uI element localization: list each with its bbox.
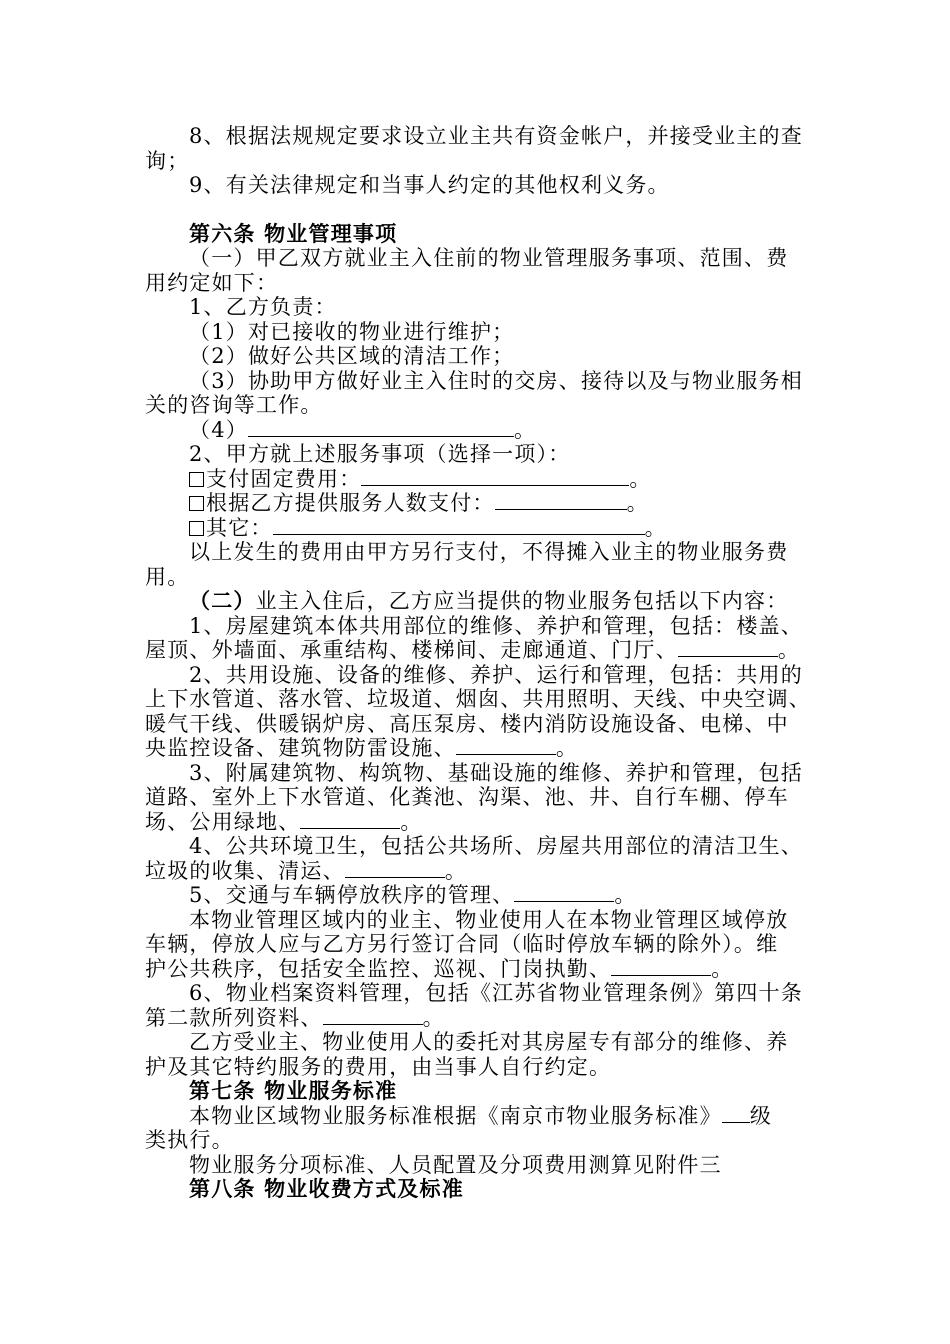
clause-text: 第二款所列资料、 xyxy=(145,1005,323,1030)
period: 。 xyxy=(422,1005,445,1030)
clause-line: 2、甲方就上述服务事项（选择一项）： xyxy=(189,442,571,466)
period: 。 xyxy=(444,858,468,883)
fill-blank[interactable] xyxy=(514,883,614,902)
fill-blank[interactable] xyxy=(361,467,629,486)
fill-blank[interactable] xyxy=(345,859,445,878)
period: 。 xyxy=(626,491,649,515)
period: 。 xyxy=(644,515,667,540)
period: 。 xyxy=(513,417,537,442)
clause-line: 道路、室外上下水管道、化粪池、沟渠、池、井、自行车棚、停车 xyxy=(145,785,789,809)
section-heading-7: 第七条 物业服务标准 xyxy=(189,1079,398,1103)
clause-line xyxy=(145,1006,825,1031)
subsection-marker: （二） xyxy=(189,589,256,613)
clause-text: 垃圾的收集、清运、 xyxy=(145,858,345,883)
fill-blank[interactable] xyxy=(248,418,514,437)
clause-line: 1、房屋建筑本体共用部位的维修、养护和管理，包括：楼盖、 xyxy=(189,613,803,638)
checkbox[interactable] xyxy=(189,472,204,487)
clause-text: 护公共秩序，包括安全监控、巡视、门岗执勤、 xyxy=(145,956,612,981)
clause-line xyxy=(145,589,825,614)
fill-blank[interactable] xyxy=(323,1006,423,1025)
item-number: （4） xyxy=(189,417,248,442)
option-line xyxy=(145,467,825,492)
period: 。 xyxy=(777,638,801,662)
clause-line: 物业服务分项标准、人员配置及分项费用测算见附件三 xyxy=(189,1152,722,1177)
clause-line xyxy=(145,638,825,663)
clause-line xyxy=(145,883,825,908)
clause-line: 1、乙方负责： xyxy=(189,295,337,319)
period: 。 xyxy=(629,466,652,491)
period: 。 xyxy=(400,809,423,834)
fill-blank[interactable] xyxy=(456,736,556,755)
period: 。 xyxy=(614,883,637,907)
clause-line: 用约定如下： xyxy=(145,270,279,295)
fill-blank[interactable] xyxy=(722,1104,750,1123)
clause-line xyxy=(145,418,825,443)
fill-blank[interactable] xyxy=(300,810,400,829)
clause-line: 2、共用设施、设备的维修、养护、运行和管理，包括：共用的 xyxy=(189,662,803,687)
clause-text: 屋顶、外墙面、承重结构、楼梯间、走廊通道、门厅、 xyxy=(145,638,678,662)
section-heading-8: 第八条 物业收费方式及标准 xyxy=(189,1177,464,1201)
clause-line: 乙方受业主、物业使用人的委托对其房屋专有部分的维修、养 xyxy=(189,1030,789,1054)
contract-page xyxy=(145,124,825,1202)
fill-blank[interactable] xyxy=(273,516,645,535)
clause-line: （2）做好公共区域的清洁工作； xyxy=(189,344,515,368)
clause-text: 场、公用绿地、 xyxy=(145,809,301,834)
period: 。 xyxy=(711,956,734,981)
option-label: 根据乙方提供服务人数支付： xyxy=(206,491,495,515)
clause-line: 类执行。 xyxy=(145,1128,234,1152)
checkbox[interactable] xyxy=(189,521,204,536)
clause-line: 关的咨询等工作。 xyxy=(145,393,323,417)
option-line xyxy=(145,516,825,541)
clause-line: （1）对已接收的物业进行维护； xyxy=(189,319,515,344)
clause-line: 以上发生的费用由甲方另行支付，不得摊入业主的物业服务费 xyxy=(189,540,789,564)
clause-line: 用。 xyxy=(145,564,190,589)
clause-line xyxy=(145,957,825,982)
clause-line xyxy=(145,810,825,835)
fill-blank[interactable] xyxy=(611,957,711,976)
clause-line: 8、根据法规规定要求设立业主共有资金帐户，并接受业主的查 xyxy=(189,124,803,148)
fill-blank[interactable] xyxy=(495,491,627,510)
option-label: 其它： xyxy=(206,515,273,540)
clause-line: （3）协助甲方做好业主入住时的交房、接待以及与物业服务相 xyxy=(189,368,803,393)
clause-text: 本物业区域物业服务标准根据《南京市物业服务标准》 xyxy=(189,1103,722,1128)
clause-text: 业主入住后，乙方应当提供的物业服务包括以下内容： xyxy=(255,589,789,613)
option-line xyxy=(145,491,825,516)
clause-line xyxy=(145,859,825,884)
clause-line xyxy=(145,1104,825,1129)
clause-line: 暖气干线、供暖锅炉房、高压泵房、楼内消防设施设备、电梯、中 xyxy=(145,711,789,736)
clause-line: 4、公共环境卫生，包括公共场所、房屋共用部位的清洁卫生、 xyxy=(189,834,803,858)
option-label: 支付固定费用： xyxy=(206,466,362,491)
clause-line: 9、有关法律规定和当事人约定的其他权利义务。 xyxy=(189,173,670,197)
clause-text: 央监控设备、建筑物防雷设施、 xyxy=(145,736,456,760)
checkbox[interactable] xyxy=(189,496,204,511)
clause-line: 3、附属建筑物、构筑物、基础设施的维修、养护和管理，包括 xyxy=(189,760,803,785)
clause-line: 车辆，停放人应与乙方另行签订合同（临时停放车辆的除外）。维 xyxy=(145,932,779,956)
clause-line: 6、物业档案资料管理，包括《江苏省物业管理条例》第四十条 xyxy=(189,981,803,1005)
clause-line xyxy=(145,736,825,761)
clause-line: 询； xyxy=(145,148,190,173)
clause-line: 护及其它特约服务的费用，由当事人自行约定。 xyxy=(145,1054,612,1079)
fill-blank[interactable] xyxy=(678,638,778,657)
clause-text: 5、交通与车辆停放秩序的管理、 xyxy=(189,883,515,907)
section-heading-6: 第六条 物业管理事项 xyxy=(189,221,398,246)
period: 。 xyxy=(555,736,579,760)
clause-line: （一）甲乙双方就业主入住前的物业管理服务事项、范围、费 xyxy=(189,246,789,270)
clause-line: 本物业管理区域内的业主、物业使用人在本物业管理区域停放 xyxy=(189,907,789,932)
clause-line: 上下水管道、落水管、垃圾道、烟囱、共用照明、天线、中央空调、 xyxy=(145,687,811,711)
clause-text: 级 xyxy=(749,1103,773,1128)
